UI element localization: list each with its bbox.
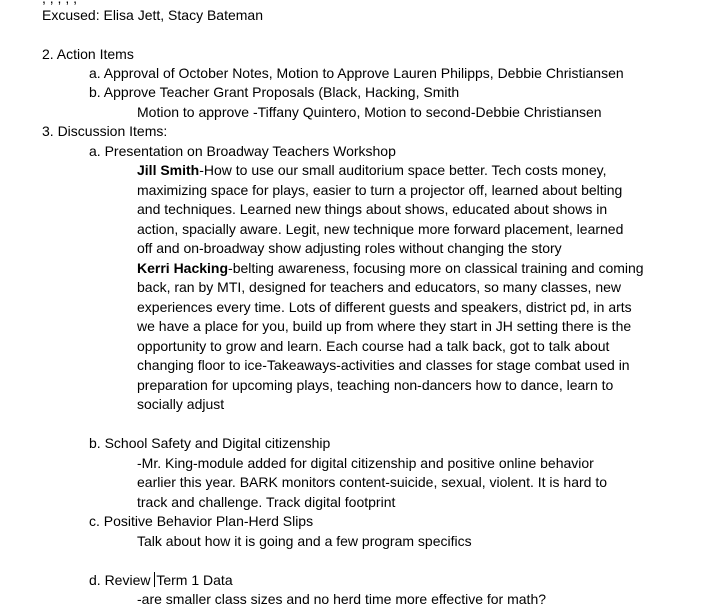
paragraph-line: opportunity to grow and learn. Each course had a talk back, got to talk about xyxy=(137,338,610,354)
paragraph-line: track and challenge. Track digital footprint xyxy=(137,494,396,510)
paragraph-line: back, ran by MTI, designed for teachers and educators, so many classes, new xyxy=(137,279,622,295)
discussion-item-c: c. Positive Behavior Plan-Herd Slips xyxy=(89,513,314,529)
paragraph-line: we have a place for you, build up from where they start in JH setting there is the xyxy=(137,318,632,334)
action-item-a: a. Approval of October Notes, Motion to Approve Lauren Philipps, Debbie Christiansen xyxy=(89,65,624,81)
paragraph-line: maximizing space for plays, easier to turn a projector off, learned about belting xyxy=(137,182,623,198)
paragraph-line: -Mr. King-module added for digital citizenship and positive online behavior xyxy=(137,455,594,471)
kerri-hacking-paragraph-line xyxy=(137,259,644,278)
excused-line: Excused: Elisa Jett, Stacy Bateman xyxy=(42,7,263,23)
speaker-name: Kerri Hacking xyxy=(137,260,229,276)
speaker-name: Jill Smith xyxy=(137,162,200,178)
discussion-item-b: b. School Safety and Digital citizenship xyxy=(89,435,331,451)
paragraph-line: -are smaller class sizes and no herd time more effective for math? xyxy=(137,591,547,607)
paragraph-line: changing floor to ice-Takeaways-activities and classes for stage combat used in xyxy=(137,357,630,373)
action-item-b: b. Approve Teacher Grant Proposals (Black, Hacking, Smith xyxy=(89,84,460,100)
paragraph-text: -belting awareness, focusing more on classical training and coming xyxy=(228,260,644,276)
paragraph-line: off and on-broadway show adjusting roles without changing the story xyxy=(137,240,562,256)
paragraph-line: experiences every time. Lots of different guests and speakers, district pd, in arts xyxy=(137,299,632,315)
paragraph-line: preparation for upcoming plays, teaching non-dancers how to dance, learn to xyxy=(137,377,614,393)
paragraph-text: -How to use our small auditorium space better. Tech costs money, xyxy=(199,162,607,178)
action-item-b-motion: Motion to approve -Tiffany Quintero, Motion to second-Debbie Christiansen xyxy=(137,104,602,120)
item-text: d. Review xyxy=(89,572,155,588)
discussion-items-heading: 3. Discussion Items: xyxy=(42,123,168,139)
item-text: Term 1 Data xyxy=(156,572,233,588)
paragraph-line: socially adjust xyxy=(137,396,225,412)
jill-smith-paragraph-line xyxy=(137,161,606,180)
paragraph-line: and techniques. Learned new things about shows, educated about shows in xyxy=(137,201,608,217)
paragraph-line: action, spacially aware. Legit, new technique more forward placement, learned xyxy=(137,221,624,237)
action-items-heading: 2. Action Items xyxy=(42,46,134,62)
discussion-item-d xyxy=(89,571,233,590)
discussion-item-a: a. Presentation on Broadway Teachers Workshop xyxy=(89,143,396,159)
paragraph-line: Talk about how it is going and a few program specifics xyxy=(137,533,472,549)
paragraph-line: earlier this year. BARK monitors content-suicide, sexual, violent. It is hard to xyxy=(137,474,607,490)
